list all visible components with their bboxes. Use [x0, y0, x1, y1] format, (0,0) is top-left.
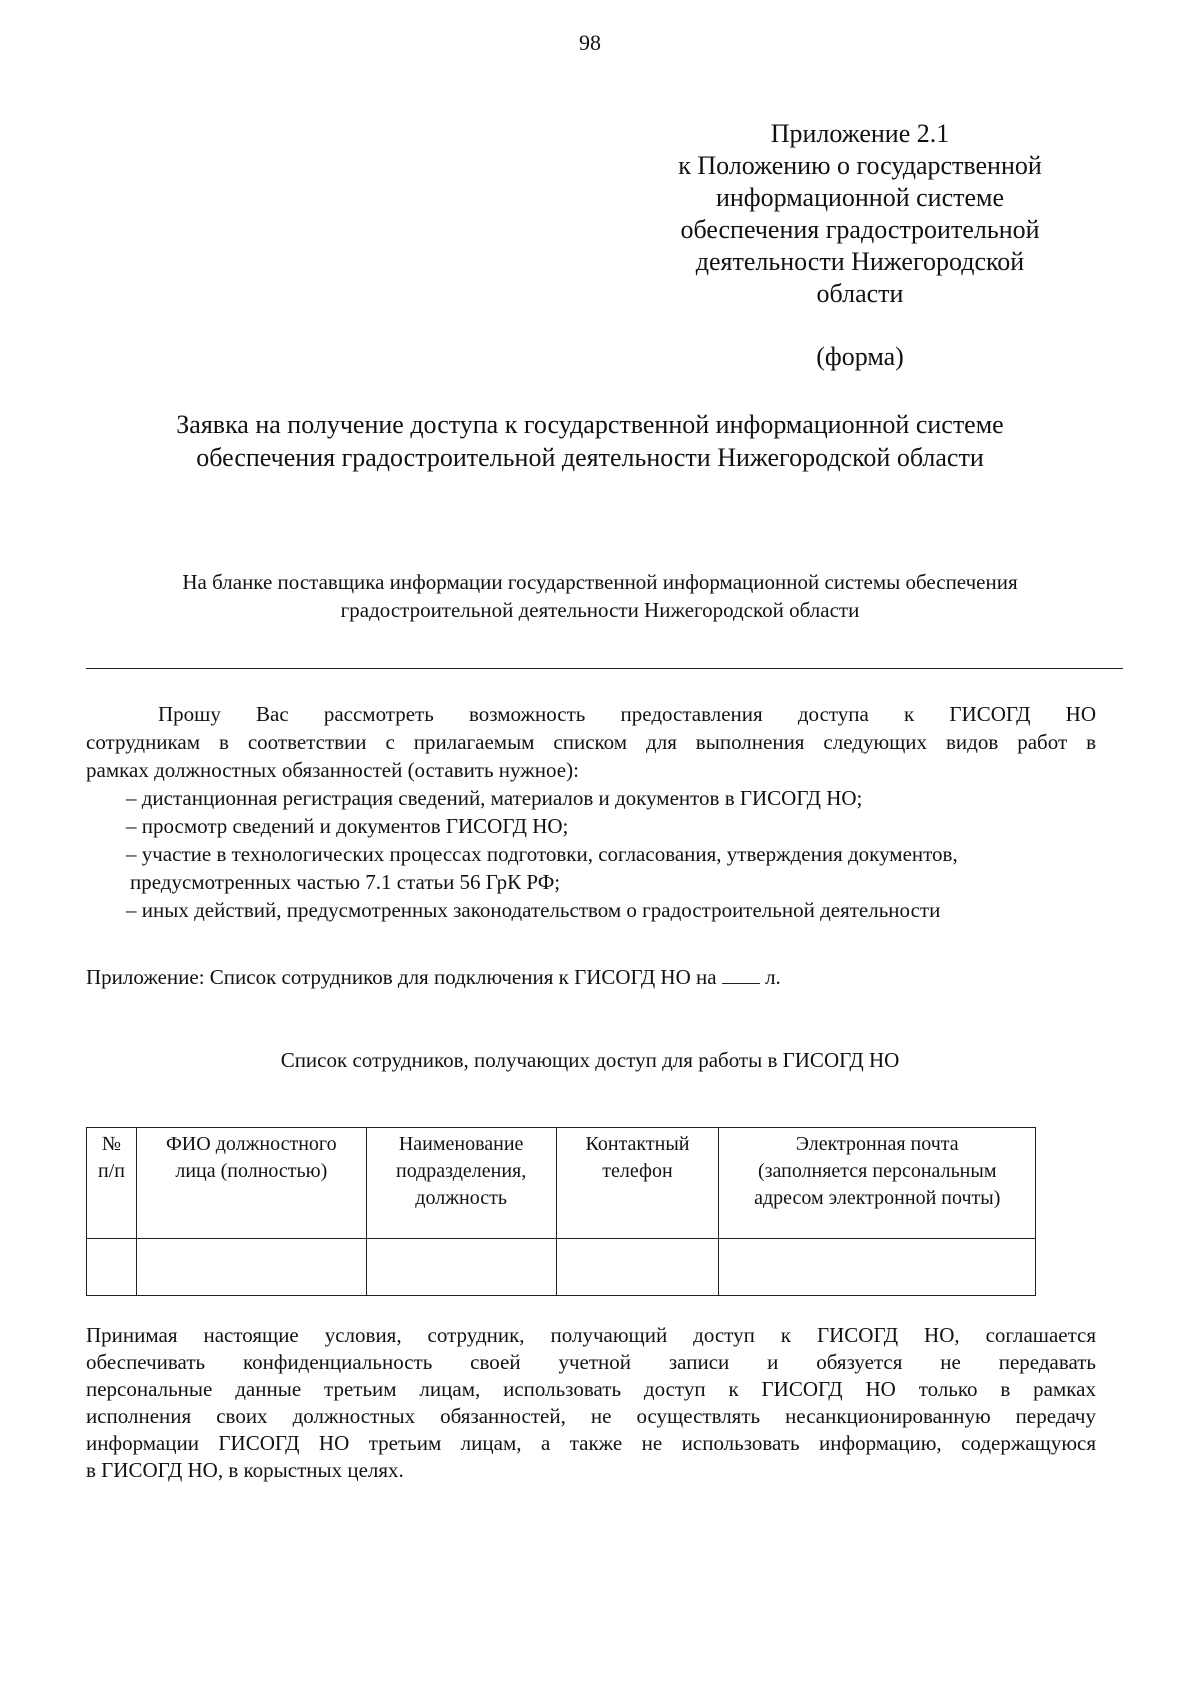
staff-table — [86, 1127, 1036, 1296]
work-type-item: – просмотр сведений и документов ГИСОГД НО; — [126, 814, 569, 838]
letterhead-line: градостроительной деятельности Нижегородской области — [340, 598, 860, 622]
terms-line: в ГИСОГД НО, в корыстных целях. — [86, 1458, 404, 1482]
cell-email[interactable] — [719, 1239, 1036, 1296]
work-type-item-continuation: предусмотренных частью 7.1 статьи 56 ГрК РФ; — [130, 870, 561, 894]
appendix-line: области — [816, 279, 904, 308]
cell-phone[interactable] — [556, 1239, 719, 1296]
header-email: Электронная почта (заполняется персональным адресом электронной почты) — [719, 1128, 1036, 1239]
header-phone: Контактный телефон — [556, 1128, 719, 1239]
header-full-name: ФИО должностного лица (полностью) — [136, 1128, 366, 1239]
page-count-blank[interactable] — [722, 965, 760, 984]
work-type-item: – иных действий, предусмотренных законодательством о градостроительной деятельности — [126, 898, 941, 922]
letterhead-note — [60, 568, 1140, 624]
title-line: обеспечения градостроительной деятельности Нижегородской области — [196, 443, 984, 472]
appendix-line: обеспечения градостроительной — [680, 215, 1040, 244]
appendix-line: к Положению о государственной — [678, 151, 1042, 180]
terms-line: обеспечивать конфиденциальность своей учетной записи и обязуется не передавать — [86, 1350, 1096, 1374]
terms-line: информации ГИСОГД НО третьим лицам, а также не использовать информацию, содержащуюся — [86, 1431, 1096, 1455]
title-line: Заявка на получение доступа к государственной информационной системе — [176, 410, 1004, 439]
work-type-item: – дистанционная регистрация сведений, материалов и документов в ГИСОГД НО; — [126, 786, 863, 810]
work-type-item: – участие в технологических процессах подготовки, согласования, утверждения документов, — [126, 842, 958, 866]
document-title — [60, 408, 1120, 474]
table-caption: Список сотрудников, получающих доступ для работы в ГИСОГД НО — [280, 1048, 900, 1072]
page-number: 98 — [579, 30, 601, 55]
cell-full-name[interactable] — [136, 1239, 366, 1296]
form-label: (форма) — [816, 342, 904, 371]
appendix-reference — [610, 118, 1110, 310]
attachment-text: Приложение: Список сотрудников для подключения к ГИСОГД НО на — [86, 965, 722, 989]
attachment-suffix: л. — [759, 965, 781, 989]
table-header-row — [87, 1128, 1036, 1239]
appendix-line: деятельности Нижегородской — [695, 247, 1025, 276]
cell-number[interactable] — [87, 1239, 137, 1296]
letterhead-divider — [86, 668, 1123, 669]
terms-paragraph — [86, 1322, 1096, 1484]
appendix-line: Приложение 2.1 — [770, 119, 950, 148]
request-line: сотрудникам в соответствии с прилагаемым списком для выполнения следующих видов работ в — [86, 730, 1096, 754]
request-line: Прошу Вас рассмотреть возможность предоставления доступа к ГИСОГД НО — [158, 702, 1096, 726]
cell-department[interactable] — [366, 1239, 556, 1296]
letterhead-line: На бланке поставщика информации государственной информационной системы обеспечения — [182, 570, 1018, 594]
appendix-line: информационной системе — [715, 183, 1005, 212]
terms-line: персональные данные третьим лицам, использовать доступ к ГИСОГД НО только в рамках — [86, 1377, 1096, 1401]
header-department: Наименование подразделения, должность — [366, 1128, 556, 1239]
header-number: № п/п — [87, 1128, 137, 1239]
terms-line: исполнения своих должностных обязанностей, не осуществлять несанкционированную передачу — [86, 1404, 1096, 1428]
request-paragraph — [86, 700, 1096, 924]
terms-line: Принимая настоящие условия, сотрудник, получающий доступ к ГИСОГД НО, соглашается — [86, 1323, 1096, 1347]
request-line: рамках должностных обязанностей (оставить нужное): — [86, 758, 579, 782]
attachment-line — [86, 965, 781, 990]
table-row — [87, 1239, 1036, 1296]
